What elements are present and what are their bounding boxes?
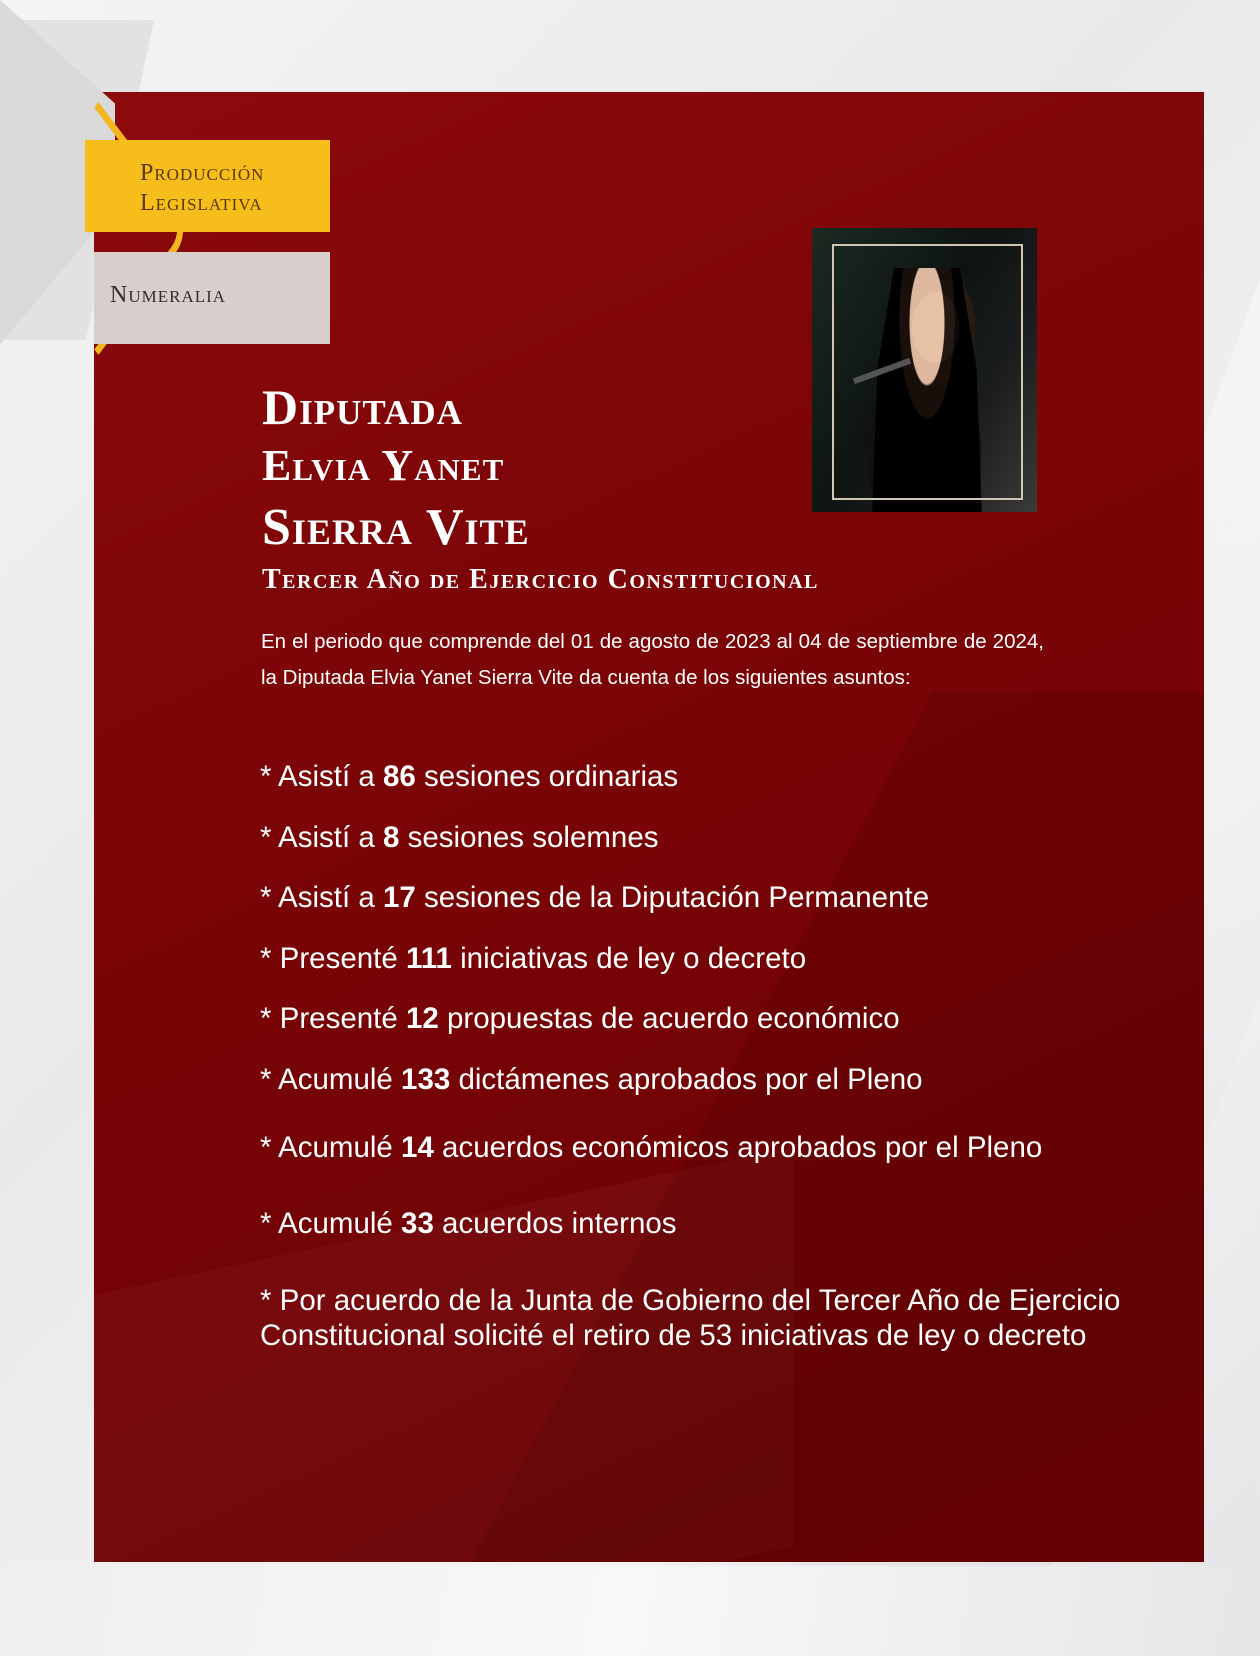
list-item: * Acumulé 14 acuerdos económicos aprobados por el Pleno	[260, 1131, 1043, 1164]
item-count: 12	[405, 1002, 439, 1035]
item-count: 17	[382, 881, 416, 914]
list-item: * Asistí a 17 sesiones de la Diputación Permanente	[260, 881, 930, 914]
background-shape	[0, 1566, 1260, 1656]
item-count: 8	[382, 821, 400, 854]
deputy-name-line1: Elvia Yanet	[262, 441, 505, 490]
photo-frame	[832, 244, 1023, 500]
section-tag	[85, 140, 330, 232]
list-item: * Acumulé 33 acuerdos internos	[260, 1207, 677, 1240]
page-title: Diputada	[262, 379, 463, 435]
item-count: 86	[382, 760, 416, 793]
item-count: 14	[401, 1131, 434, 1164]
list-item: * Acumulé 133 dictámenes aprobados por el Pleno	[260, 1063, 923, 1096]
list-item: * Asistí a 8 sesiones solemnes	[260, 821, 659, 854]
list-item: * Presenté 12 propuestas de acuerdo económico	[260, 1002, 900, 1035]
section-tag-line2: Legislativa	[140, 190, 263, 216]
portrait-photo	[812, 228, 1037, 512]
final-note: * Por acuerdo de la Junta de Gobierno del Tercer Año de Ejercicio Constitucional solicité el retiro de 53 iniciativas de ley o decreto	[260, 1284, 1121, 1352]
item-count: 111	[405, 942, 452, 975]
deputy-name-line2: Sierra Vite	[262, 499, 530, 556]
list-item: * Asistí a 86 sesiones ordinarias	[260, 760, 679, 793]
subsection-tag: Numeralia	[94, 252, 330, 344]
page-subtitle: Tercer Año de Ejercicio Constitucional	[262, 564, 819, 595]
intro-paragraph: En el periodo que comprende del 01 de agosto de 2023 al 04 de septiembre de 2024, la Diputada Elvia Yanet Sierra Vite da cuenta de los siguientes asuntos:	[261, 630, 1044, 689]
list-item: * Presenté 111 iniciativas de ley o decreto	[260, 942, 807, 975]
item-count: 33	[401, 1207, 434, 1240]
section-tag-line1: Producción	[140, 160, 265, 186]
item-count: 133	[401, 1063, 451, 1096]
